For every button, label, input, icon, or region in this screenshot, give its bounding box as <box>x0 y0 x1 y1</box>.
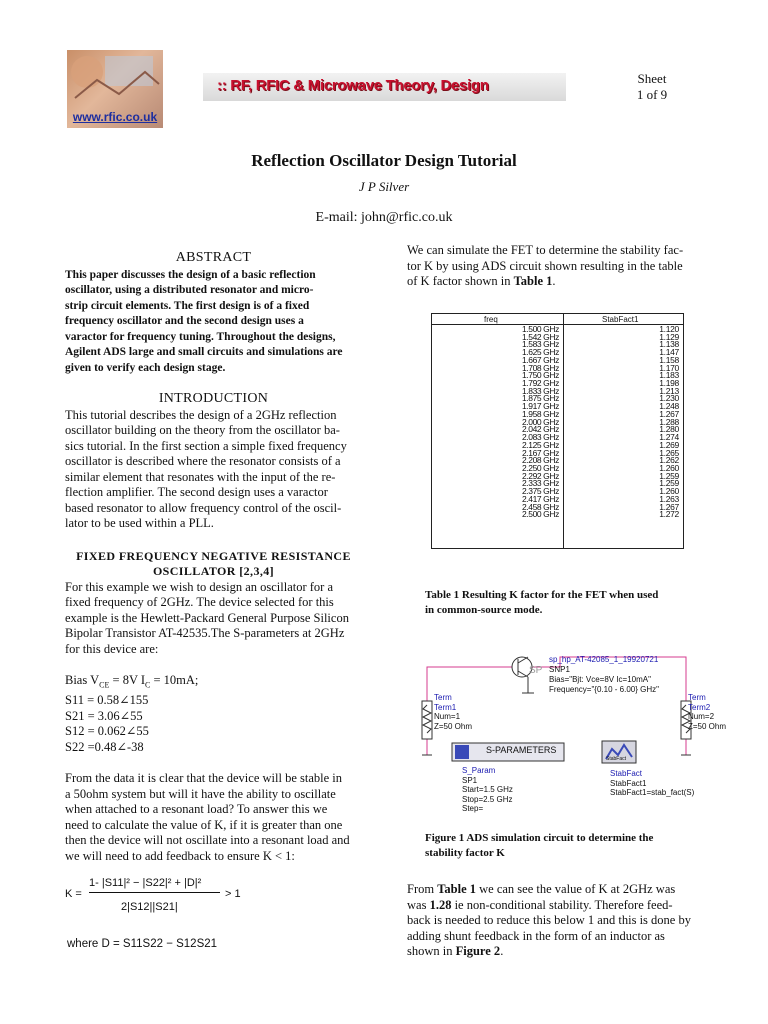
bottom-last-suffix: . <box>500 944 504 958</box>
s11-value: S11 = 0.58∠155 <box>65 693 149 707</box>
freq-cell: 1.917 GHz <box>521 401 559 412</box>
freq-cell: 2.500 GHz <box>521 509 559 520</box>
s12-value: S12 = 0.062∠55 <box>65 724 149 738</box>
logo-url-link[interactable]: www.rfic.co.uk <box>72 110 158 124</box>
stabfact-cell: 1.198 <box>659 378 679 389</box>
paper-title: Reflection Oscillator Design Tutorial <box>251 151 517 170</box>
bottom-line <box>407 898 705 914</box>
formula-denominator: 2|S12||S21| <box>121 901 178 913</box>
term2-block <box>688 693 726 731</box>
paper-author: J P Silver <box>358 179 410 194</box>
freq-cell: 1.750 GHz <box>521 370 559 381</box>
para-line: then the device will not oscillate into a resonant load and <box>65 833 350 847</box>
term1-line: Term <box>434 693 452 702</box>
freq-cell: 1.833 GHz <box>521 385 559 396</box>
s-parameter-list <box>65 693 362 755</box>
stabfact-cell: 1.183 <box>659 370 679 381</box>
sp-label: SP <box>529 665 543 676</box>
bottom-line1-suffix: we can see the value of K at 2GHz was <box>476 882 676 896</box>
right-intro-line: We can simulate the FET to determine the stability fac- <box>407 243 684 257</box>
term2-line: Z=50 Ohm <box>688 721 727 731</box>
figure2-ref: Figure 2 <box>455 944 501 958</box>
stabfact-cell: 1.265 <box>659 447 679 458</box>
freq-cell: 2.292 GHz <box>521 470 559 481</box>
freq-cell: 2.417 GHz <box>521 493 559 504</box>
term2-line: Term <box>688 693 706 702</box>
frequency-label: Frequency="{0.10 - 6.00} GHz" <box>549 685 659 694</box>
ads-schematic <box>412 645 727 815</box>
stabfact-cell: 1.260 <box>659 486 679 497</box>
bottom-line1-prefix: From <box>407 882 438 896</box>
term1-line: Z=50 Ohm <box>434 721 473 731</box>
bias-label: Bias="Bjt: Vce=8V Ic=10mA" <box>549 675 651 684</box>
k-value-ref: 1.28 <box>429 897 452 912</box>
abstract-line: frequency oscillator and the second design uses a <box>65 315 304 327</box>
bottom-line <box>407 882 705 898</box>
bias-line <box>65 673 362 693</box>
abstract-heading: ABSTRACT <box>175 250 252 265</box>
para-line: a 50ohm system but will it have the ability to oscillate <box>65 786 336 801</box>
stabfact-cell: 1.263 <box>659 493 679 504</box>
sheet-number: 1 of 9 <box>636 87 668 102</box>
freq-cell: 1.583 GHz <box>521 339 559 350</box>
bottom-line: adding shunt feedback in the form of an inductor as <box>407 928 665 943</box>
freq-cell: 2.458 GHz <box>521 501 559 512</box>
col-header-freq: freq <box>484 315 498 324</box>
right-intro-line3 <box>407 274 705 290</box>
freq-cell: 1.500 GHz <box>521 324 559 334</box>
k-factor-table <box>431 313 684 549</box>
fixed-line: example is the Hewlett-Packard General Purpose Silicon <box>65 610 349 625</box>
introduction-heading: INTRODUCTION <box>158 391 269 406</box>
site-banner <box>203 73 566 101</box>
stabfact-cell: 1.213 <box>659 385 679 396</box>
stabfact-cell: 1.288 <box>659 416 679 427</box>
table1-ref: Table 1 <box>513 274 553 288</box>
bias-mid: = 8V I <box>109 673 146 687</box>
figure-caption-line: stability factor K <box>425 847 505 859</box>
sparam-line: Start=1.5 GHz <box>462 785 513 794</box>
sparameters-box-label: S-PARAMETERS <box>486 745 557 755</box>
bias-c-sub: C <box>145 680 151 690</box>
fixed-heading-line1: FIXED FREQUENCY NEGATIVE RESISTANCE <box>76 548 351 563</box>
intro-line: oscillator is described where the resonator consists of a <box>65 454 341 468</box>
stabfact-cell: 1.262 <box>659 455 679 466</box>
abstract-line: This paper discusses the design of a basic reflection <box>65 268 316 281</box>
banner-title: :: RF, RFIC & Microwave Theory, Design <box>217 77 489 94</box>
stabfact-cell: 1.267 <box>659 501 679 512</box>
freq-cell: 2.042 GHz <box>521 424 559 435</box>
author-email: E-mail: john@rfic.co.uk <box>315 210 453 225</box>
fixed-line: For this example we wish to design an oscillator for a <box>65 579 333 594</box>
stabfact-cell: 1.230 <box>659 393 679 404</box>
stabfact-cell: 1.260 <box>659 462 679 473</box>
intro-line: based resonator to allow frequency control of the oscil- <box>65 500 342 515</box>
abstract-line: given to verify each design stage. <box>65 361 226 374</box>
stabfact-cell: 1.248 <box>659 401 679 412</box>
s21-value: S21 = 3.06∠55 <box>65 708 143 723</box>
table-caption <box>425 588 695 618</box>
right-intro-line: tor K by using ADS circuit shown resulting in the table <box>407 258 683 273</box>
abstract-line: oscillator, using a distributed resonator and micro- <box>65 284 314 296</box>
rfic-logo[interactable] <box>67 50 163 128</box>
table-caption-line: in common-source mode. <box>425 604 543 616</box>
intro-line: similar element that resonates with the input of the re- <box>65 469 336 484</box>
bias-suffix: = 10mA; <box>150 673 199 687</box>
snp-label: SNP1 <box>549 665 570 674</box>
para-line: need to calculate the value of K, if it is greater than one <box>65 817 343 832</box>
freq-cell: 2.167 GHz <box>521 447 559 458</box>
sparam-line: Step= <box>462 804 484 813</box>
abstract-line: Agilent ADS large and small circuits and simulations are <box>65 346 343 358</box>
intro-line: lator to be used within a PLL. <box>65 516 214 530</box>
stabfact-cell: 1.259 <box>659 478 679 489</box>
sparam-line: Stop=2.5 GHz <box>462 794 513 804</box>
fixed-frequency-body <box>65 580 362 658</box>
figure-caption <box>425 831 695 861</box>
freq-cell: 1.625 GHz <box>521 347 559 358</box>
term1-block <box>434 693 472 731</box>
stabfact-cell: 1.280 <box>659 424 679 435</box>
freq-cell: 2.083 GHz <box>521 432 559 443</box>
freq-cell: 1.792 GHz <box>521 378 559 389</box>
intro-line: flection amplifier. The second design uses a varactor <box>65 485 328 499</box>
intro-line3-suffix: . <box>552 274 556 288</box>
freq-cell: 1.708 GHz <box>521 362 559 373</box>
right-bottom-paragraph <box>407 882 705 960</box>
s22-value: S22 =0.48∠-38 <box>65 739 144 754</box>
bottom-line: back is needed to reduce this below 1 and this is done by <box>407 913 691 927</box>
freq-cell: 1.875 GHz <box>521 393 559 404</box>
stabfact-cell: 1.269 <box>659 439 679 450</box>
logo-graphic-icon <box>67 50 163 110</box>
intro-line: This tutorial describes the design of a 2GHz reflection <box>65 407 337 422</box>
stabfact-cell: 1.259 <box>659 470 679 481</box>
stabfact-cell: 1.147 <box>659 347 679 358</box>
term2-line: Term2 <box>688 702 711 712</box>
stabfact-cell: 1.272 <box>659 509 679 520</box>
table-body <box>432 326 683 519</box>
term1-line: Term1 <box>434 702 457 712</box>
formula-lhs: K = <box>65 888 82 900</box>
intro-line: sics tutorial. In the first section a simple fixed frequency <box>65 438 347 453</box>
table-caption-line: Table 1 Resulting K factor for the FET when used <box>425 589 659 601</box>
freq-cell: 1.958 GHz <box>521 408 559 419</box>
table-row <box>432 511 683 519</box>
sheet-indicator <box>622 71 682 103</box>
abstract-body <box>65 268 362 377</box>
abstract-line: strip circuit elements. The first design is of a fixed <box>65 299 310 312</box>
stabfact-icon-label: StabFact <box>606 756 627 762</box>
freq-cell: 2.125 GHz <box>521 439 559 450</box>
term2-line: Num=2 <box>688 712 715 721</box>
sheet-label: Sheet <box>637 71 667 86</box>
device-name-label: sp_hp_AT-42085_1_19920721 <box>549 655 659 664</box>
stabfact-cell: 1.267 <box>659 408 679 419</box>
freq-cell: 1.542 GHz <box>521 331 559 342</box>
bottom-line2-prefix: was <box>407 897 430 912</box>
freq-cell: 1.667 GHz <box>521 354 559 365</box>
freq-cell: 2.000 GHz <box>521 416 559 427</box>
stabfact-line: StabFact1=stab_fact(S) <box>610 788 695 797</box>
bias-ce-sub: CE <box>99 680 110 690</box>
fixed-heading-line2: OSCILLATOR [2,3,4] <box>152 564 275 578</box>
freq-cell: 2.208 GHz <box>521 455 559 466</box>
para-line: From the data it is clear that the device will be stable in <box>65 771 342 785</box>
stabfact-line: StabFact1 <box>610 778 647 788</box>
formula-rhs: > 1 <box>225 888 241 900</box>
freq-cell: 2.250 GHz <box>521 462 559 473</box>
stabfact-cell: 1.138 <box>659 339 679 350</box>
left-column <box>65 250 362 864</box>
col-header-stabfact: StabFact1 <box>602 315 639 324</box>
intro-line3-prefix: of K factor shown in <box>407 274 514 288</box>
stabfact-cell: 1.129 <box>659 331 679 342</box>
stabfact-cell: 1.120 <box>659 324 679 334</box>
stabfact-cell: 1.274 <box>659 432 679 443</box>
fixed-line: Bipolar Transistor AT-42535.The S-parameters at 2GHz <box>65 626 345 640</box>
fraction-bar <box>89 892 220 893</box>
bottom-line <box>407 944 705 960</box>
bias-prefix: Bias V <box>65 673 100 687</box>
bottom-line2-suffix: ie non-conditional stability. Therefore feed- <box>451 897 673 912</box>
freq-cell: 2.333 GHz <box>521 478 559 489</box>
para-line: we will need to add feedback to ensure K < 1: <box>65 848 295 863</box>
fixed-frequency-heading <box>65 549 362 580</box>
abstract-line: varactor for frequency tuning. Throughout the designs, <box>65 330 336 343</box>
term1-line: Num=1 <box>434 712 461 721</box>
stabfact-cell: 1.170 <box>659 362 679 373</box>
k-factor-formula <box>65 872 265 922</box>
introduction-body <box>65 408 362 532</box>
stabfact-block <box>610 769 694 798</box>
sparam-line: S_Param <box>462 766 496 775</box>
where-d-definition: where D = S11S22 − S12S21 <box>67 938 218 950</box>
freq-cell: 2.375 GHz <box>521 486 559 497</box>
figure-caption-line: Figure 1 ADS simulation circuit to determine the <box>425 832 654 844</box>
table1-ref-bottom: Table 1 <box>437 882 477 896</box>
para-line: when attached to a resonant load? To answer this we <box>65 802 328 816</box>
stabfact-line: StabFact <box>610 769 643 778</box>
intro-line: oscillator building on the theory from the oscillator ba- <box>65 423 340 437</box>
bottom-last-prefix: shown in <box>407 944 456 958</box>
sparam-block <box>462 766 513 814</box>
right-intro <box>407 243 705 290</box>
formula-numerator: 1- |S11|² − |S22|² + |D|² <box>89 877 202 889</box>
fixed-line: for this device are: <box>65 641 159 656</box>
fixed-line: fixed frequency of 2GHz. The device selected for this <box>65 595 334 609</box>
stabfact-cell: 1.158 <box>659 354 679 365</box>
stability-paragraph <box>65 771 362 864</box>
sparam-line: SP1 <box>462 775 478 785</box>
